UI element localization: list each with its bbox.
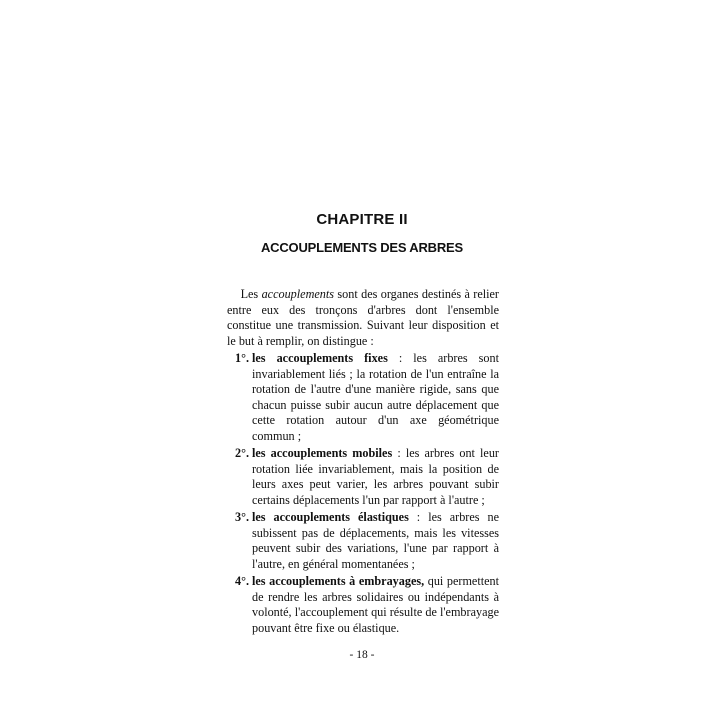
intro-paragraph <box>227 287 499 349</box>
intro-before: Les <box>240 287 262 301</box>
item-text: qui permettent de rendre les arbres solidaires ou indépendants à volonté, l'accouplement qui résulte de l'embrayage pouvant être fixe ou élastique. <box>252 574 499 635</box>
list-item <box>227 446 499 508</box>
item-number: 4°. <box>234 574 249 588</box>
item-term: les accouplements fixes <box>252 351 388 365</box>
page-number: - 18 - <box>349 649 375 661</box>
chapter-title: ACCOUPLEMENTS DES ARBRES <box>260 240 463 255</box>
item-term: les accouplements mobiles <box>252 446 393 460</box>
item-text: : les arbres sont invariablement liés ; la rotation de l'un entraîne la rotation de l'autre d'une manière rigide, sans que chacun puisse subir aucun autre déplacement que cette rotation autour d'un axe géométrique commun ; <box>252 351 499 443</box>
coupling-types-list <box>227 351 499 636</box>
intro-after: sont des organes destinés à relier entre eux des tronçons d'arbres dont l'ensemble constitue une transmission. Suivant leur disposition et le but à remplir, on distingue : <box>227 287 499 348</box>
list-item <box>227 574 499 636</box>
item-number: 3°. <box>234 510 249 524</box>
list-item <box>227 351 499 444</box>
item-number: 1°. <box>234 351 249 365</box>
intro-emphasis: accouplements <box>261 287 335 301</box>
item-number: 2°. <box>234 446 249 460</box>
body-text <box>227 287 499 638</box>
item-text: : les arbres ne subissent pas de déplacements, mais les vitesses peuvent subir des variations, l'une par rapport à l'autre, en général momentanées ; <box>252 510 499 571</box>
item-term: les accouplements à embrayages, <box>252 574 425 588</box>
list-item <box>227 510 499 572</box>
item-text: : les arbres ont leur rotation liée invariablement, mais la position de leurs axes peut varier, les arbres pouvant subir certains déplacements l'un par rapport à l'autre ; <box>252 446 499 507</box>
chapter-heading: CHAPITRE II <box>316 211 408 228</box>
item-term: les accouplements élastiques <box>252 510 409 524</box>
